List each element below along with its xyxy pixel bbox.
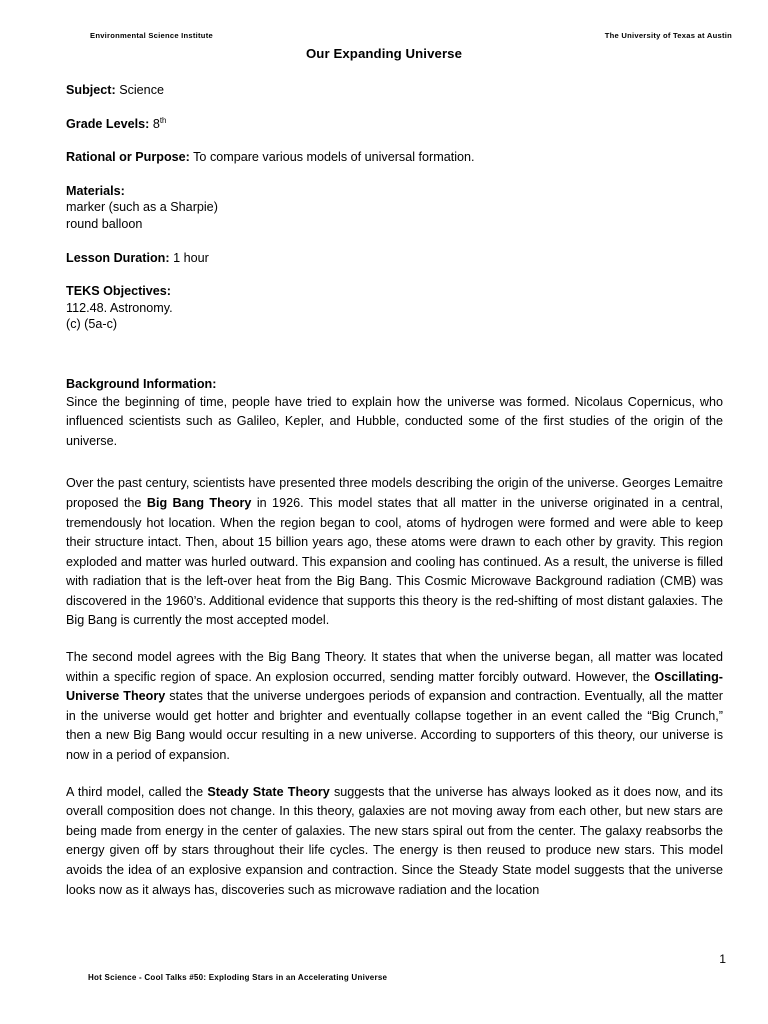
rational-label: Rational or Purpose:: [66, 150, 190, 165]
field-subject: [66, 82, 723, 99]
big-bang-theory-term: Big Bang Theory: [146, 495, 252, 510]
grade-levels-label: Grade Levels:: [66, 116, 150, 131]
oscillating-text-part2: states that the universe undergoes periods of expansion and contraction. Eventually, all the matter in the universe would get hotter and brighter and eventually collapse together in an event called the “Big Crunch,” then a new Big Bang would occur resulting in a new universe. According to supporters of this theory, our universe is now in a period of expansion.: [66, 689, 723, 763]
oscillating-text-part1: The second model agrees with the Big Bang Theory. It states that when the universe began, all matter was located within a specific region of space. An explosion occurred, sending matter forcibly outward. However, the: [66, 650, 723, 684]
steady-state-theory-term: Steady State Theory: [207, 784, 330, 799]
steady-state-text-part2: suggests that the universe has always looked as it does now, and its overall composition does not change. In this theory, galaxies are not moving away from each other, but new stars are being made from energy in the center of galaxies. The new stars spiral out from the center. The galaxy reabsorbs the energy given off by stars throughout their life cycles. The energy is then reused to produce new stars. This model avoids the idea of an explosive expansion and contraction. Since the Steady State model suggests that the universe looks now as it always has, discoveries such as microwave radiation and the location: [66, 784, 723, 897]
background-heading: Background Information:: [66, 376, 217, 391]
paragraph-steady-state-theory: [66, 783, 723, 901]
big-bang-text-part2: in 1926. This model states that all matter in the universe originated in a central, tremendously hot location. When the region began to cool, atoms of hydrogen were formed and were able to keep their structure intact. Then, about 15 billion years ago, these atoms were drawn to each other by gravity. This region exploded and matter was hurled outward. This expansion and cooling has continued. As a result, the universe is filled with radiation that is the left-over heat from the Big Bang. This Cosmic Microwave Background radiation (CMB) was discovered in the 1960’s. Additional evidence that supports this theory is the red-shifting of most distant galaxies. The Big Bang is currently the most accepted model.: [66, 495, 723, 628]
teks-line: (c) (5a-c): [66, 317, 118, 332]
big-bang-text-part1: Over the past century, scientists have presented three models describing the origin of the universe. Georges Lemaitre proposed the: [66, 476, 723, 510]
page-number: 1: [719, 952, 726, 966]
header-university: The University of Texas at Austin: [604, 31, 732, 40]
page-title: Our Expanding Universe: [305, 46, 463, 61]
field-lesson-duration: [66, 250, 723, 267]
document-body: [66, 82, 723, 917]
section-spacer: [66, 350, 723, 376]
subject-label: Subject:: [66, 83, 116, 97]
lesson-duration-value: 1 hour: [173, 250, 209, 265]
field-rational-or-purpose: [66, 149, 723, 166]
field-teks-objectives: [66, 283, 723, 333]
background-intro-paragraph: Since the beginning of time, people have tried to explain how the universe was formed. Nicolaus Copernicus, who influenced scientists such as Galileo, Kepler, and Hubble, conducted some of the first studies of the origin of the universe.: [66, 394, 723, 448]
grade-levels-value: 8: [152, 116, 160, 131]
section-background-information: [66, 376, 723, 451]
subject-value: Science: [119, 83, 164, 97]
steady-state-text-part1: A third model, called the: [66, 784, 208, 799]
materials-item: round balloon: [66, 216, 143, 231]
materials-item: marker (such as a Sharpie): [66, 200, 218, 215]
field-materials: [66, 183, 723, 233]
running-header: [0, 31, 768, 47]
lesson-duration-label: Lesson Duration:: [66, 250, 170, 265]
running-footer: Hot Science - Cool Talks #50: Exploding Stars in an Accelerating Universe: [88, 973, 388, 982]
header-institute: Environmental Science Institute: [90, 31, 213, 40]
rational-value: To compare various models of universal formation.: [193, 150, 475, 165]
materials-label: Materials:: [66, 183, 125, 198]
oscillating-universe-theory-term: Oscillating-Universe Theory: [66, 669, 723, 704]
teks-label: TEKS Objectives:: [66, 284, 171, 299]
teks-line: 112.48. Astronomy.: [66, 300, 173, 315]
grade-levels-suffix: th: [159, 115, 167, 125]
field-grade-levels: [66, 116, 723, 133]
paragraph-big-bang-theory: [66, 474, 723, 631]
paragraph-oscillating-universe-theory: [66, 648, 723, 766]
